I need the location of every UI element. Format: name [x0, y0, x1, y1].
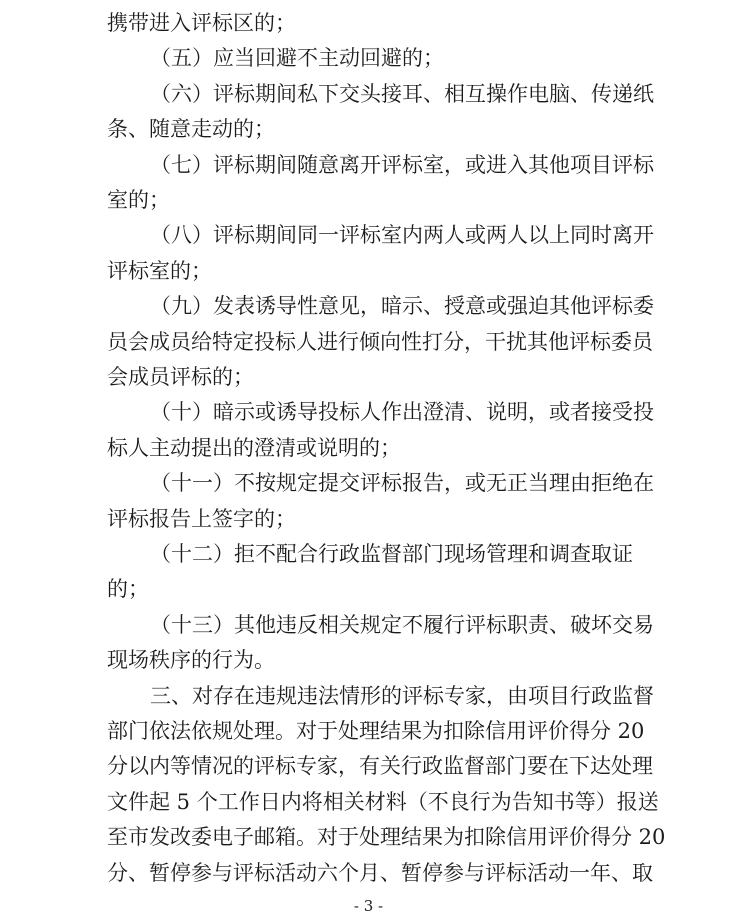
text-line: （十一）不按规定提交评标报告，或无正当理由拒绝在: [150, 471, 654, 496]
text-line: 携带进入评标区的；: [107, 11, 296, 35]
text-line: 室的；: [107, 188, 170, 212]
text-line: 会成员评标的；: [107, 365, 254, 389]
text-line: （七）评标期间随意离开评标室，或进入其他项目评标: [150, 152, 654, 177]
text-line: （十）暗示或诱导投标人作出澄清、说明，或者接受投: [150, 400, 654, 425]
text-line: 部门依法依规处理。对于处理结果为扣除信用评价得分 20: [107, 719, 645, 743]
text-line: 的；: [107, 577, 149, 602]
text-line: （八）评标期间同一评标室内两人或两人以上同时离开: [150, 223, 654, 248]
text-line: 三、对存在违规违法情形的评标专家，由项目行政监督: [150, 683, 654, 708]
text-line: 现场秩序的行为。: [107, 648, 275, 673]
text-line: 评标报告上签字的；: [107, 506, 296, 531]
text-line: （十三）其他违反相关规定不履行评标职责、破坏交易: [150, 612, 654, 637]
text-line: 文件起 5 个工作日内将相关材料（不良行为告知书等）报送: [107, 789, 659, 814]
text-line: 分以内等情况的评标专家，有关行政监督部门要在下达处理: [107, 754, 653, 779]
text-line: （六）评标期间私下交头接耳、相互操作电脑、传递纸: [150, 81, 654, 106]
text-line: （九）发表诱导性意见，暗示、授意或强迫其他评标委: [150, 294, 654, 319]
text-line: 评标室的；: [107, 258, 212, 283]
text-line: 员会成员给特定投标人进行倾向性打分，干扰其他评标委员: [107, 329, 653, 354]
text-line: （五）应当回避不主动回避的；: [150, 46, 444, 71]
text-line: （十二）拒不配合行政监督部门现场管理和调查取证: [150, 542, 633, 566]
text-line: 标人主动提出的澄清或说明的；: [107, 435, 401, 460]
page-number: - 3 -: [353, 896, 384, 915]
text-line: 至市发改委电子邮箱。对于处理结果为扣除信用评价得分 20: [107, 825, 666, 850]
text-line: 分、暂停参与评标活动六个月、暂停参与评标活动一年、取: [107, 860, 653, 885]
text-line: 条、随意走动的；: [107, 117, 275, 142]
